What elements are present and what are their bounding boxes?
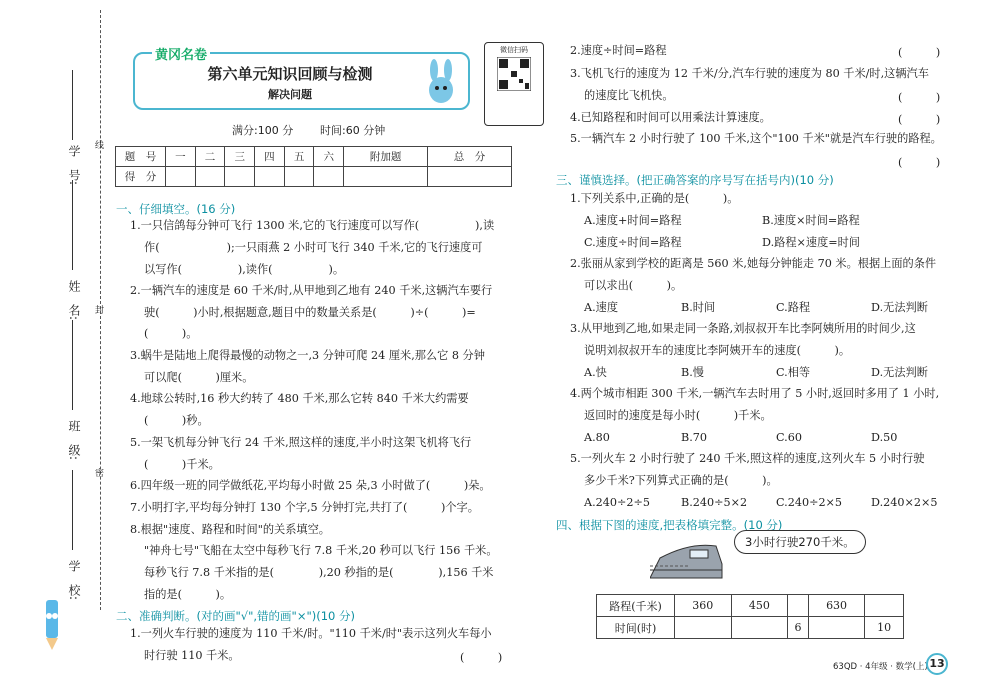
question-text: 作( );一只雨燕 2 小时可飞行 340 千米,它的飞行速度可	[144, 241, 483, 254]
score-row-label: 得 分	[116, 167, 166, 187]
question-text: 3.蜗牛是陆地上爬得最慢的动物之一,3 分钟可爬 24 厘米,那么它 8 分钟	[130, 349, 485, 362]
page-number: 13	[926, 653, 948, 675]
score-cell[interactable]	[255, 167, 285, 187]
option-c: C.速度÷时间=路程	[584, 236, 682, 249]
score-header-cell: 三	[225, 147, 255, 167]
answer-paren[interactable]: ( )	[898, 46, 941, 59]
seal-text: 封	[93, 305, 103, 314]
question-text: 1.一只信鸽每分钟可飞行 1300 米,它的飞行速度可以写作( ),读	[130, 219, 495, 232]
exam-time: 时间:60 分钟	[320, 124, 386, 137]
score-table	[115, 146, 512, 187]
time-row	[597, 617, 904, 639]
option-b: B.时间	[681, 301, 716, 314]
question-text: "神舟七号"飞船在太空中每秒飞行 7.8 千米,20 秒可以飞行 156 千米。	[144, 544, 498, 557]
option-a: A.快	[584, 366, 607, 379]
question-text: 3.从甲地到乙地,如果走同一条路,刘叔叔开车比李阿姨所用的时间少,这	[570, 322, 916, 335]
table-cell: 6	[788, 617, 809, 639]
section-4-heading: 四、根据下图的速度,把表格填完整。(10 分)	[556, 518, 783, 532]
distance-time-table	[596, 594, 904, 639]
school-blank[interactable]	[72, 470, 73, 550]
option-c: C.60	[776, 431, 802, 444]
question-text: 4.地球公转时,16 秒大约转了 480 千米,那么它转 840 千米大约需要	[130, 392, 469, 405]
page-subtitle: 解决问题	[268, 88, 312, 101]
speech-bubble: 3小时行驶270千米。	[734, 530, 866, 554]
question-text: 5.一辆汽车 2 小时行驶了 100 千米,这个"100 千米"就是汽车行驶的路程。	[570, 132, 942, 145]
score-header-cell: 六	[314, 147, 344, 167]
question-text: 时行驶 110 千米。	[144, 649, 240, 662]
option-d: D.50	[871, 431, 898, 444]
option-a: A.240÷2÷5	[584, 496, 650, 509]
option-d: D.路程×速度=时间	[762, 236, 860, 249]
question-text: 8.根据"速度、路程和时间"的关系填空。	[130, 523, 330, 536]
option-c: C.相等	[776, 366, 811, 379]
score-header-cell: 四	[255, 147, 285, 167]
option-a: A.80	[584, 431, 610, 444]
question-text: ( )秒。	[144, 414, 209, 427]
score-header-cell: 五	[284, 147, 314, 167]
option-a: A.速度+时间=路程	[584, 214, 682, 227]
table-cell: 360	[675, 595, 732, 617]
option-b: B.70	[681, 431, 708, 444]
option-b: B.240÷5×2	[681, 496, 748, 509]
table-cell: 10	[865, 617, 904, 639]
score-cell[interactable]	[166, 167, 196, 187]
table-cell[interactable]	[731, 617, 788, 639]
score-cell[interactable]	[344, 167, 428, 187]
pencil-mascot-icon	[32, 596, 72, 652]
option-d: D.无法判断	[871, 366, 928, 379]
table-cell: 630	[808, 595, 865, 617]
brand-logo: 黄冈名卷	[152, 44, 210, 63]
name-blank[interactable]	[72, 180, 73, 270]
qr-label: 微信扫码	[500, 46, 528, 54]
table-cell[interactable]	[808, 617, 865, 639]
question-text: ( )。	[144, 327, 198, 340]
school-label: 学 校:	[67, 560, 81, 601]
score-header-cell: 一	[166, 147, 196, 167]
option-b: B.慢	[681, 366, 704, 379]
question-text: 1.下列关系中,正确的是( )。	[570, 192, 739, 205]
class-blank[interactable]	[72, 320, 73, 410]
score-cell[interactable]	[284, 167, 314, 187]
score-cell[interactable]	[428, 167, 512, 187]
score-header-cell: 附加题	[344, 147, 428, 167]
qr-code-icon[interactable]	[497, 57, 531, 91]
qr-box	[484, 42, 544, 126]
train-icon	[650, 538, 724, 582]
option-a: A.速度	[584, 301, 619, 314]
question-text: 的速度比飞机快。	[584, 89, 674, 102]
question-text: 1.一列火车行驶的速度为 110 千米/时。"110 千米/时"表示这列火车每小	[130, 627, 492, 640]
question-text: 6.四年级一班的同学做纸花,平均每小时做 25 朵,3 小时做了( )朵。	[130, 479, 491, 492]
distance-row	[597, 595, 904, 617]
score-header-cell: 二	[195, 147, 225, 167]
row-label: 路程(千米)	[597, 595, 675, 617]
question-text: 指的是( )。	[144, 588, 232, 601]
question-text: 7.小明打字,平均每分钟打 130 个字,5 分钟打完,共打了( )个字。	[130, 501, 479, 514]
option-b: B.速度×时间=路程	[762, 214, 860, 227]
class-label: 班 级:	[67, 420, 81, 461]
answer-paren[interactable]: ( )	[898, 113, 941, 126]
answer-paren[interactable]: ( )	[898, 156, 941, 169]
rabbit-mascot-icon	[418, 58, 464, 106]
answer-paren[interactable]: ( )	[898, 91, 941, 104]
score-header-row	[116, 147, 512, 167]
table-cell[interactable]	[865, 595, 904, 617]
score-header-cell: 题 号	[116, 147, 166, 167]
section-2-heading: 二、准确判断。(对的画"√",错的画"×")(10 分)	[116, 609, 356, 623]
number-label: 学 号:	[67, 145, 81, 186]
option-d: D.无法判断	[871, 301, 928, 314]
option-c: C.路程	[776, 301, 811, 314]
section-1-heading: 一、仔细填空。(16 分)	[116, 202, 236, 216]
question-text: 可以求出( )。	[584, 279, 683, 292]
table-cell: 450	[731, 595, 788, 617]
question-text: 2.一辆汽车的速度是 60 千米/时,从甲地到乙地有 240 千米,这辆汽车要行	[130, 284, 493, 297]
answer-paren[interactable]: ( )	[460, 651, 503, 664]
question-text: 多少千米?下列算式正确的是( )。	[584, 474, 778, 487]
score-cell[interactable]	[225, 167, 255, 187]
question-text: 可以爬( )厘米。	[144, 371, 254, 384]
option-d: D.240×2×5	[871, 496, 938, 509]
page-title: 第六单元知识回顾与检测	[207, 65, 373, 83]
row-label: 时间(时)	[597, 617, 675, 639]
question-text: 3.飞机飞行的速度为 12 千米/分,汽车行驶的速度为 80 千米/时,这辆汽车	[570, 67, 929, 80]
number-blank[interactable]	[72, 70, 73, 140]
score-cell[interactable]	[195, 167, 225, 187]
question-text: 以写作( ),读作( )。	[144, 263, 345, 276]
question-text: 5.一架飞机每分钟飞行 24 千米,照这样的速度,半小时这架飞机将飞行	[130, 436, 472, 449]
full-score: 满分:100 分	[232, 124, 294, 137]
score-cell[interactable]	[314, 167, 344, 187]
option-c: C.240÷2×5	[776, 496, 843, 509]
section-3-heading: 三、谨慎选择。(把正确答案的序号写在括号内)(10 分)	[556, 173, 834, 187]
table-cell[interactable]	[675, 617, 732, 639]
question-text: 4.已知路程和时间可以用乘法计算速度。	[570, 111, 771, 124]
question-text: 驶( )小时,根据题意,题目中的数量关系是( )÷( )=	[144, 306, 476, 319]
seal-text: 密	[93, 468, 103, 477]
question-text: 4.两个城市相距 300 千米,一辆汽车去时用了 5 小时,返回时多用了 1 小时,	[570, 387, 940, 400]
name-label: 姓 名:	[67, 280, 81, 321]
score-header-cell: 总 分	[428, 147, 512, 167]
score-row	[116, 167, 512, 187]
footer-code: 63QD · 4年级 · 数学(上)	[833, 662, 928, 672]
question-text: 每秒飞行 7.8 千米指的是( ),20 秒指的是( ),156 千米	[144, 566, 494, 579]
question-text: 说明刘叔叔开车的速度比李阿姨开车的速度( )。	[584, 344, 851, 357]
table-cell[interactable]	[788, 595, 809, 617]
question-text: 返回时的速度是每小时( )千米。	[584, 409, 772, 422]
question-text: ( )千米。	[144, 458, 220, 471]
question-text: 2.速度÷时间=路程	[570, 44, 667, 57]
question-text: 2.张丽从家到学校的距离是 560 米,她每分钟能走 70 米。根据上面的条件	[570, 257, 937, 270]
question-text: 5.一列火车 2 小时行驶了 240 千米,照这样的速度,这列火车 5 小时行驶	[570, 452, 925, 465]
seal-text: 线	[93, 140, 103, 149]
